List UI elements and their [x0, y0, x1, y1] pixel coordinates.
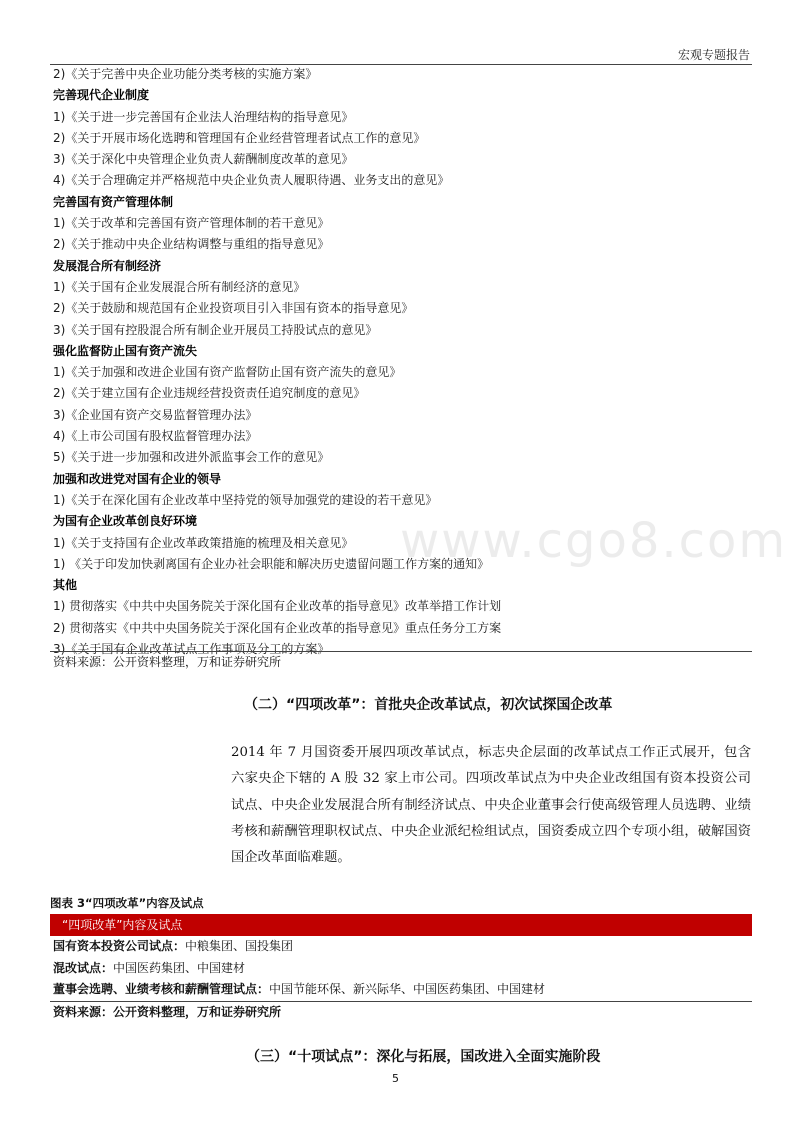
- list-item: 1)《关于加强和改进企业国有资产监督防止国有资产流失的意见》: [53, 365, 402, 380]
- section-heading-two: （二）“四项改革”：首批央企改革试点，初次试探国企改革: [244, 697, 613, 713]
- list-item: 1) 《关于印发加快剥离国有企业办社会职能和解决历史遗留问题工作方案的通知》: [53, 556, 490, 571]
- figure-title: 图表 3“四项改革”内容及试点: [50, 896, 204, 910]
- figure-bottom-divider: [50, 1001, 752, 1002]
- list-item: 3)《关于国有企业改革试点工作事项及分工的方案》: [53, 642, 330, 657]
- list-section-heading: 加强和改进党对国有企业的领导: [53, 471, 222, 486]
- table-row: [50, 958, 752, 980]
- figure-header-label: “四项改革”内容及试点: [62, 918, 183, 932]
- figure-header-bar: [50, 914, 752, 936]
- table-row: [50, 936, 752, 958]
- watermark: www.cgo8.com: [400, 513, 788, 569]
- list-section-heading: 其他: [53, 578, 78, 593]
- section-heading-three: （三）“十项试点”：深化与拓展，国改进入全面实施阶段: [246, 1049, 601, 1065]
- list-item: 1)《关于改革和完善国有资产管理体制的若干意见》: [53, 216, 330, 231]
- figure-source-note: 资料来源：公开资料整理，万和证券研究所: [53, 1005, 282, 1019]
- table-bottom-divider: [50, 651, 752, 652]
- row-value: 中国节能环保、新兴际华、中国医药集团、中国建材: [269, 982, 546, 996]
- list-item: 2)《关于建立国有企业违规经营投资责任追究制度的意见》: [53, 386, 366, 401]
- table-row: [50, 979, 752, 1001]
- row-value: 中国医药集团、中国建材: [113, 960, 246, 975]
- list-item: 4)《关于合理确定并严格规范中央企业负责人履职待遇、业务支出的意见》: [53, 173, 450, 188]
- list-item: 3)《关于国有控股混合所有制企业开展员工持股试点的意见》: [53, 322, 378, 337]
- figure-table: [50, 936, 752, 1001]
- page-number: 5: [392, 1072, 399, 1085]
- list-item: 2)《关于开展市场化选聘和管理国有企业经营管理者试点工作的意见》: [53, 130, 426, 145]
- list-item: 3)《关于深化中央管理企业负责人薪酬制度改革的意见》: [53, 152, 354, 167]
- list-item: 4)《上市公司国有股权监督管理办法》: [53, 429, 258, 444]
- list-item: 3)《企业国有资产交易监督管理办法》: [53, 407, 258, 422]
- list-section-heading: 发展混合所有制经济: [53, 258, 162, 273]
- list-item: 1)《关于进一步完善国有企业法人治理结构的指导意见》: [53, 109, 354, 124]
- row-label: 国有资本投资公司试点：: [53, 939, 186, 953]
- list-item: 1)《关于支持国有企业改革政策措施的梳理及相关意见》: [53, 535, 354, 550]
- source-note: 资料来源：公开资料整理，万和证券研究所: [53, 655, 282, 669]
- list-item: 2)《关于完善中央企业功能分类考核的实施方案》: [53, 67, 318, 81]
- row-label: 董事会选聘、业绩考核和薪酬管理试点：: [53, 982, 270, 996]
- row-label: 混改试点：: [53, 960, 114, 975]
- list-item: 1)《关于在深化国有企业改革中坚持党的领导加强党的建设的若干意见》: [53, 492, 438, 507]
- list-item: 1)《关于国有企业发展混合所有制经济的意见》: [53, 279, 306, 294]
- list-item: 1) 贯彻落实《中共中央国务院关于深化国有企业改革的指导意见》改革举措工作计划: [53, 599, 502, 614]
- list-item: 2)《关于推动中央企业结构调整与重组的指导意见》: [53, 237, 330, 252]
- report-type-label: 宏观专题报告: [677, 48, 750, 62]
- body-paragraph: 2014 年 7 月国资委开展四项改革试点，标志央企层面的改革试点工作正式展开，包含六家央企下辖的 A 股 32 家上市公司。四项改革试点为中央企业改组国有资本投资公司试点、中央企业发展混合所有制经济试点、中央企业董事会行使高级管理人员选聘、业绩考核和薪酬管理职权试点、中央企业派纪检组试点，国资委成立四个专项小组，破解国资国企改革面临难题。: [231, 745, 751, 866]
- list-item: 2) 贯彻落实《中共中央国务院关于深化国有企业改革的指导意见》重点任务分工方案: [53, 620, 502, 635]
- list-section-heading: 强化监督防止国有资产流失: [53, 343, 198, 358]
- list-item: 2)《关于鼓励和规范国有企业投资项目引入非国有资本的指导意见》: [53, 301, 414, 316]
- list-item: 5)《关于进一步加强和改进外派监事会工作的意见》: [53, 450, 330, 465]
- policy-document-list: [53, 64, 753, 660]
- list-section-heading: 完善国有资产管理体制: [53, 194, 174, 209]
- list-section-heading: 为国有企业改革创良好环境: [53, 514, 198, 529]
- list-section-heading: 完善现代企业制度: [53, 88, 150, 103]
- row-value: 中粮集团、国投集团: [185, 939, 294, 953]
